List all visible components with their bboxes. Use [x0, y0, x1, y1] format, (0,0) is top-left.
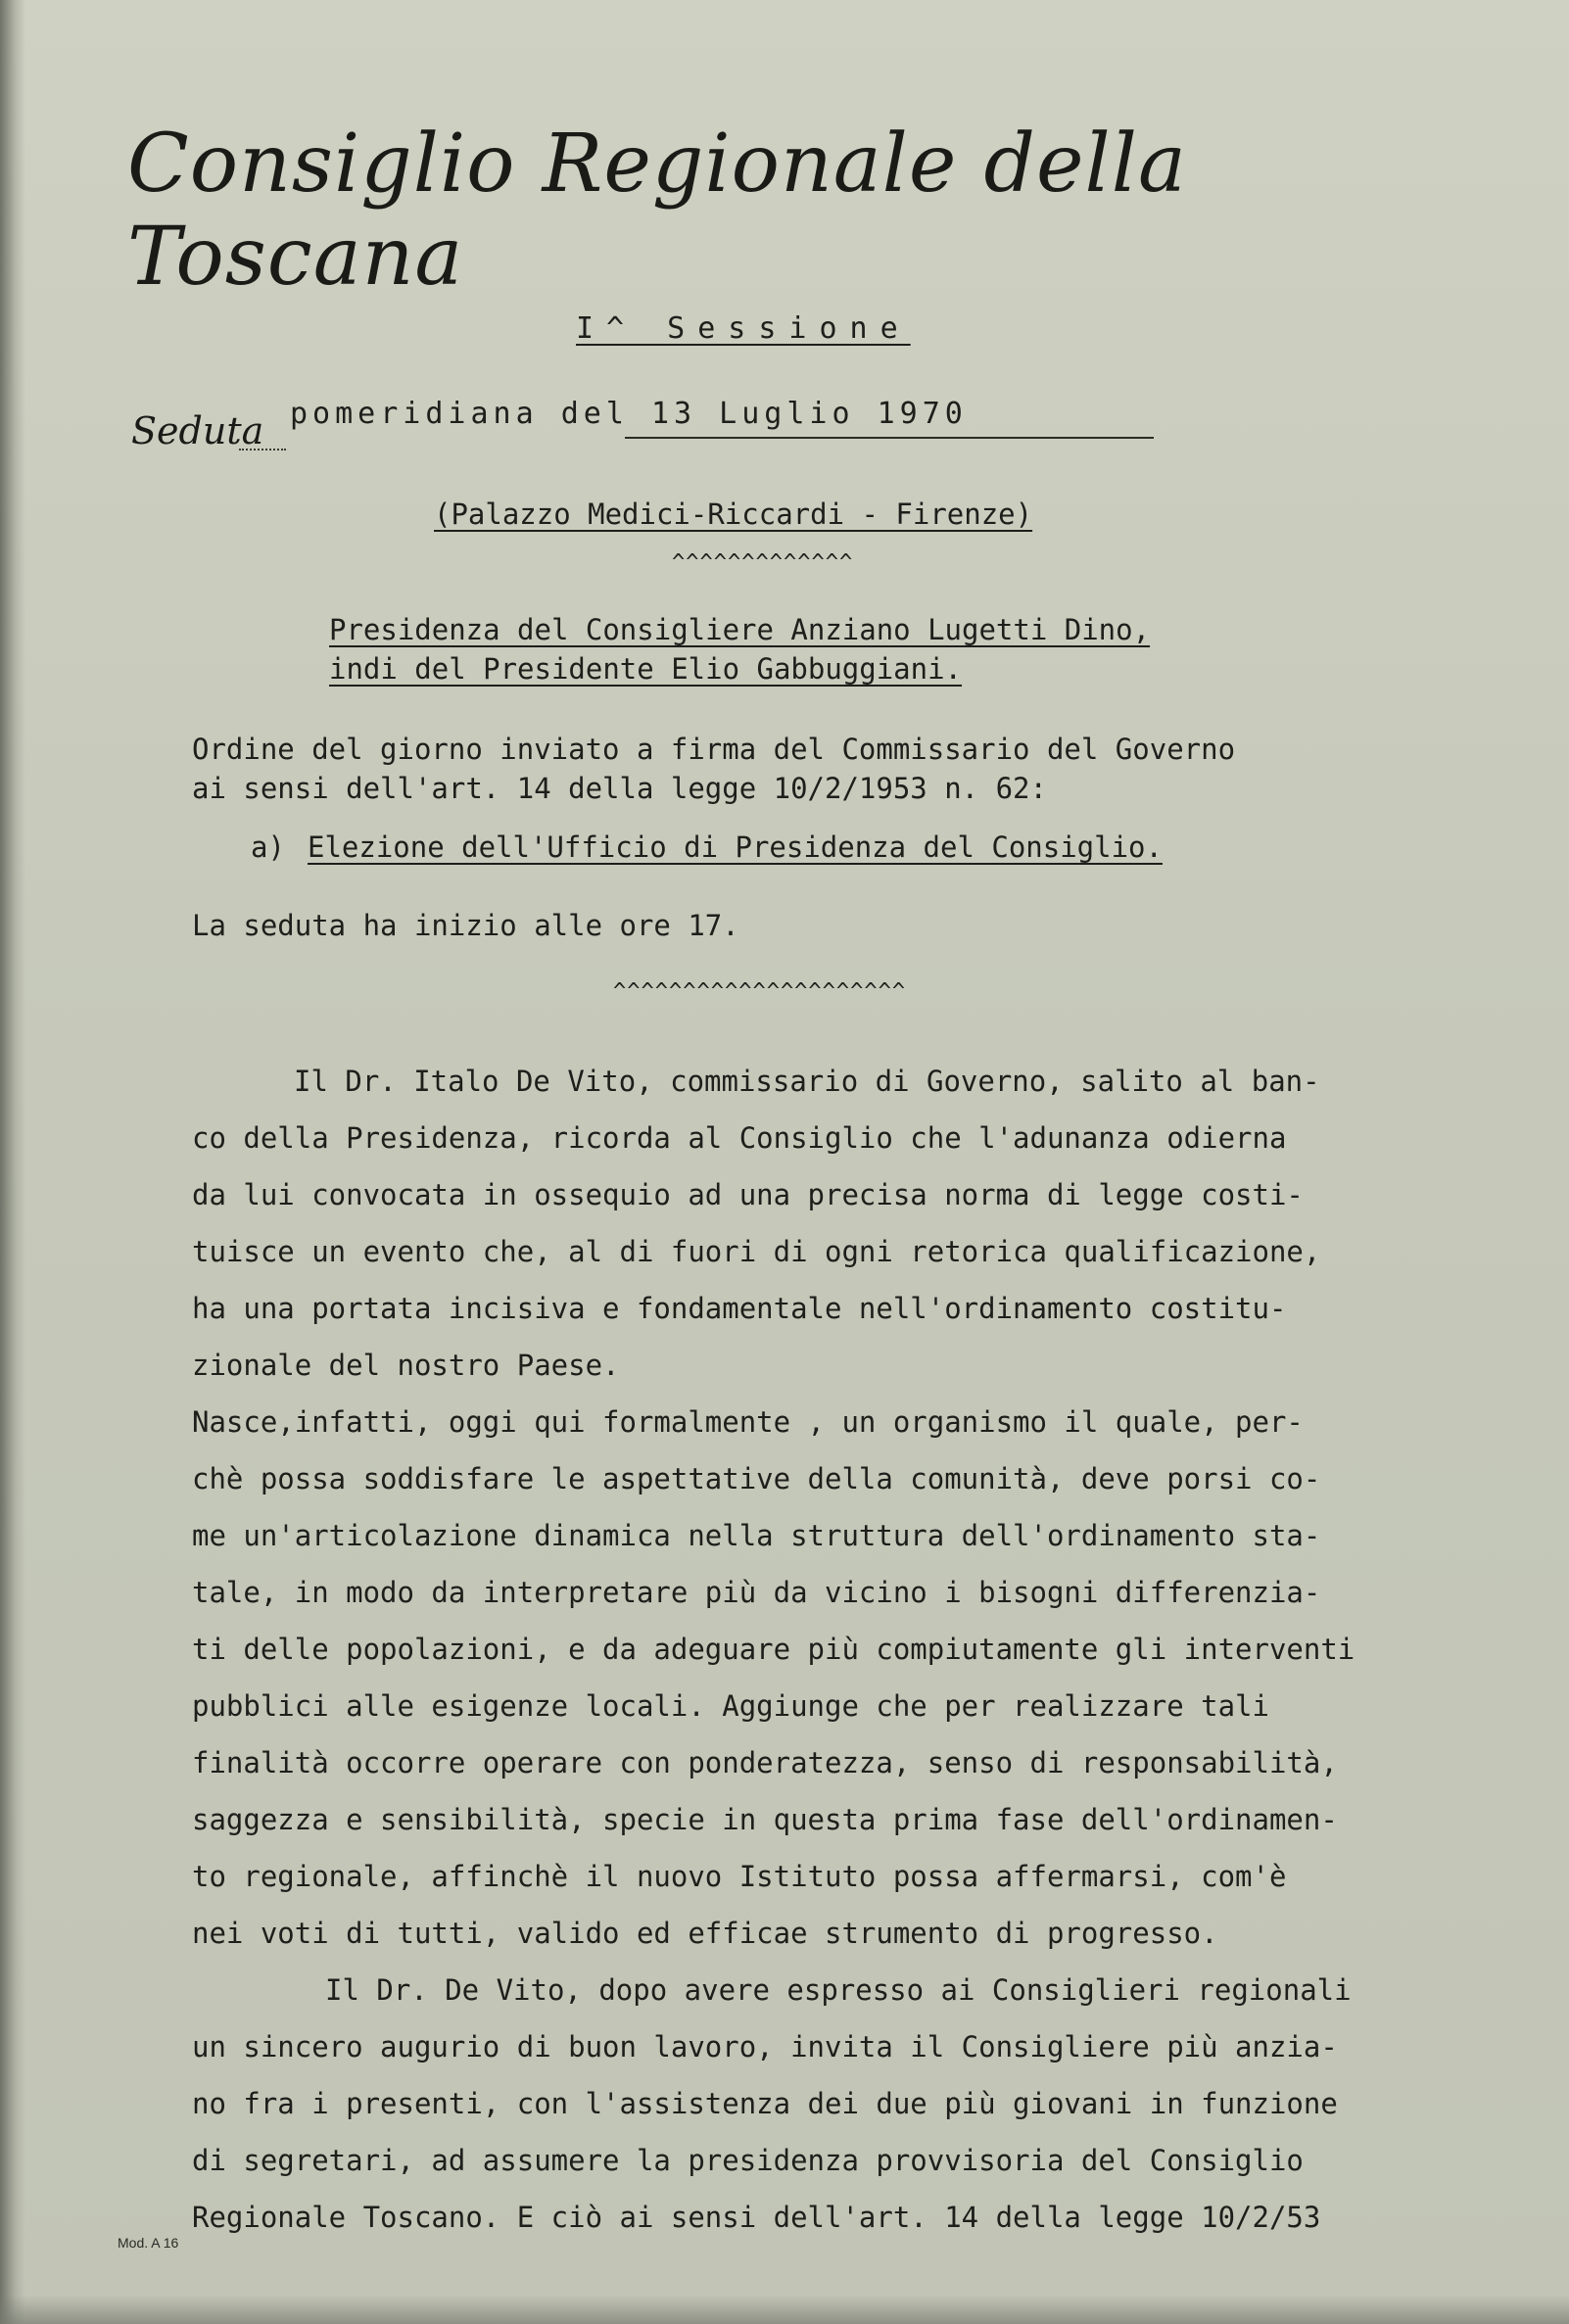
seduta-date-text: pomeridiana del 13 Luglio 1970 [290, 397, 968, 431]
form-code: Mod. A 16 [118, 2235, 179, 2251]
paragraph-3 [192, 1962, 1504, 2246]
paragraph-2 [192, 1394, 1504, 1962]
paragraph-line: di segretari, ad assumere la presidenza provvisoria del Consiglio [192, 2144, 1304, 2177]
institution-heading: Consiglio Regionale della Toscana [127, 118, 1187, 304]
separator-short: ^^^^^^^^^^^^^ [672, 550, 854, 575]
paragraph-line: saggezza e sensibilità, specie in questa prima fase dell'ordinamen- [192, 1803, 1338, 1836]
location-line: (Palazzo Medici-Riccardi - Firenze) [434, 498, 1033, 531]
paragraph-line: nei voti di tutti, valido ed efficae strumento di progresso. [192, 1917, 1218, 1950]
paragraph-line: da lui convocata in ossequio ad una precisa norma di legge costi- [192, 1178, 1304, 1211]
paragraph-line: finalità occorre operare con ponderatezza, senso di responsabilità, [192, 1746, 1338, 1779]
paragraph-line: Il Dr. Italo De Vito, commissario di Governo, salito al ban- [294, 1065, 1320, 1098]
agenda-intro-line-1: Ordine del giorno inviato a firma del Commissario del Governo [192, 733, 1236, 766]
paragraph-line: Regionale Toscano. E ciò ai sensi dell'art. 14 della legge 10/2/53 [192, 2201, 1321, 2234]
seduta-label: Seduta [131, 409, 264, 452]
paragraph-line: ha una portata incisiva e fondamentale nell'ordinamento costitu- [192, 1292, 1287, 1325]
session-start-line: La seduta ha inizio alle ore 17. [192, 909, 739, 942]
paragraph-line: Il Dr. De Vito, dopo avere espresso ai Consiglieri regionali [325, 1973, 1352, 2007]
seduta-date-underline [625, 437, 1154, 439]
paragraph-line: tuisce un evento che, al di fuori di ogni retorica qualificazione, [192, 1235, 1321, 1268]
agenda-intro-line-2: ai sensi dell'art. 14 della legge 10/2/1953 n. 62: [192, 772, 1047, 805]
agenda-item-marker: a) [251, 830, 285, 864]
paragraph-line: Nasce,infatti, oggi qui formalmente , un organismo il quale, per- [192, 1405, 1304, 1439]
presidency-line-2: indi del Presidente Elio Gabbuggiani. [329, 652, 963, 686]
agenda-item-text: Elezione dell'Ufficio di Presidenza del Consiglio. [308, 830, 1163, 864]
paragraph-line: to regionale, affinchè il nuovo Istituto possa affermarsi, com'è [192, 1860, 1287, 1893]
seduta-dotted-line [239, 449, 286, 451]
page-edge-shadow [0, 0, 25, 2324]
paragraph-line: zionale del nostro Paese. [192, 1349, 620, 1382]
paragraph-line: me un'articolazione dinamica nella struttura dell'ordinamento sta- [192, 1519, 1321, 1552]
separator-long: ^^^^^^^^^^^^^^^^^^^^^ [613, 979, 907, 1004]
paragraph-line: ti delle popolazioni, e da adeguare più compiutamente gli interventi [192, 1633, 1355, 1666]
paragraph-line: no fra i presenti, con l'assistenza dei due più giovani in funzione [192, 2087, 1338, 2120]
paragraph-line: un sincero augurio di buon lavoro, invita il Consigliere più anzia- [192, 2030, 1338, 2063]
paragraph-line: chè possa soddisfare le aspettative della comunità, deve porsi co- [192, 1462, 1321, 1495]
paragraph-line: tale, in modo da interpretare più da vicino i bisogni differenzia- [192, 1576, 1321, 1609]
presidency-line-1: Presidenza del Consigliere Anziano Lugetti Dino, [329, 613, 1151, 646]
paragraph-1 [192, 1053, 1504, 1394]
session-title: I^ Sessione [576, 311, 911, 346]
paragraph-line: co della Presidenza, ricorda al Consiglio che l'adunanza odierna [192, 1121, 1287, 1155]
page-bottom-shadow [0, 2295, 1569, 2324]
paragraph-line: pubblici alle esigenze locali. Aggiunge che per realizzare tali [192, 1689, 1269, 1723]
